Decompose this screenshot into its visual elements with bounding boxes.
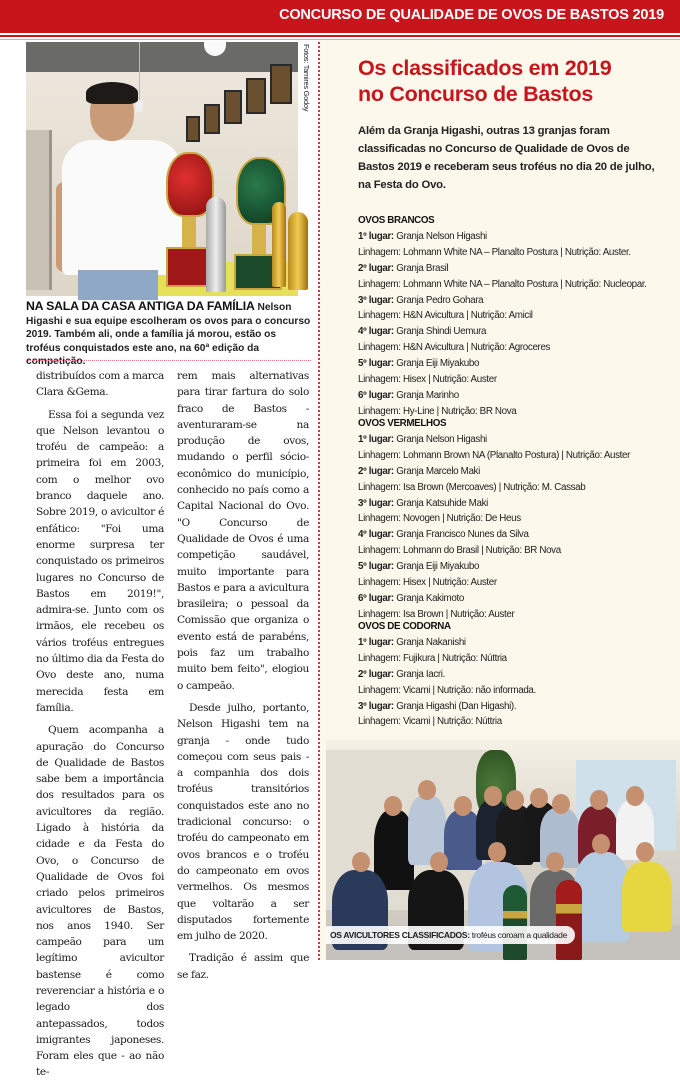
trophy-silver — [206, 197, 226, 292]
caption-lead: OS AVICULTORES CLASSIFICADOS: — [330, 930, 470, 940]
section-title: CONCURSO DE QUALIDADE DE OVOS DE BASTOS 2019 — [279, 7, 664, 23]
result-details: Linhagem: Isa Brown (Mercoaves) | Nutrição: M. Cassab — [358, 481, 586, 493]
result-place: 2º lugar: Granja Marcelo Maki — [358, 465, 480, 477]
result-place: 1º lugar: Granja Nelson Higashi — [358, 230, 487, 242]
result-details: Linhagem: Lohmann White NA – Planalto Postura | Nutrição: Nucleopar. — [358, 278, 647, 290]
result-place: 3º lugar: Granja Pedro Gohara — [358, 294, 484, 306]
result-place: 3º lugar: Granja Higashi (Dan Higashi). — [358, 700, 517, 712]
portrait-frame — [186, 116, 200, 142]
photo-credit: Fotos: Tamires Godoy — [302, 44, 311, 112]
trophy-gold — [272, 202, 286, 287]
result-place: 1º lugar: Granja Nelson Higashi — [358, 433, 487, 445]
article-column-2 — [177, 368, 309, 983]
article-paragraph: Tradição é assim que se faz. — [177, 952, 309, 981]
caption-lead: NA SALA DA CASA ANTIGA DA FAMÍLIA — [26, 299, 255, 313]
caption-divider — [26, 360, 311, 361]
result-details: Linhagem: Hisex | Nutrição: Auster — [358, 374, 497, 386]
result-details: Linhagem: Lohmann do Brasil | Nutrição: BR Nova — [358, 545, 561, 557]
result-details: Linhagem: Fujikura | Nutrição: Núttria — [358, 652, 507, 664]
results-ovos-brancos — [358, 213, 680, 420]
article-paragraph: rem mais alternativas para tirar fartura do solo fraco de Bastos - aventuraram-se na produção de ovos, mudando o perfil sócio-econômico do município, conhecido no país como a Capital Nacional do Ovo. "O Concurso de Qualidade de Ovos é uma competição saudável, muito importante para Bastos e para a avicultura brasileira; o pessoal da Comissão que organiza o evento está de parabéns, pois faz um trabalho muito bem feito", elogiou o campeão. — [177, 370, 309, 692]
result-details: Linhagem: Vicami | Nutrição: Núttria — [358, 716, 502, 728]
article-paragraph: distribuídos com a marca Clara &Gema. — [36, 370, 164, 399]
result-place: 4º lugar: Granja Shindi Uemura — [358, 326, 487, 338]
result-place: 4º lugar: Granja Francisco Nunes da Silva — [358, 529, 529, 541]
article-paragraph: Desde julho, portanto, Nelson Higashi tem na granja - onde tudo começou com seus pais - a companhia dos dois troféus transitórios conquistados este ano no tradicional concurso: o troféu do campeonato em ovos brancos e o troféu do campeonato em ovos vermelhos. Os mesmos que voltarão a ser disputados fortemente em julho de 2020. — [177, 701, 309, 943]
trophy-green — [503, 885, 527, 960]
result-place: 2º lugar: Granja Iacri. — [358, 668, 446, 680]
caption-text: Nelson Higashi e sua equipe escolheram os ovos para o concurso 2019. Também ali, onde a família já morou, estão os troféus conquistados este ano, na 60ª edição da competição. — [26, 302, 311, 367]
result-place: 1º lugar: Granja Nakanishi — [358, 636, 466, 648]
article-paragraph: Essa foi a segunda vez que Nelson levantou o troféu de campeão: a primeira foi em 2003, com o melhor ovo branco daquele ano. Sobre 2019, o avicultor é enfático: "Foi uma enorme surpresa ter conquistado os primeiros lugares no Concurso de Bastos em 2019!", admira-se. Junto com os irmãos, ele recebeu os vários troféus entregues no último dia da Festa do Ovo deste ano, numa merecida festa em família. — [36, 408, 164, 714]
result-details: Linhagem: Isa Brown | Nutrição: Auster — [358, 608, 515, 620]
result-place: 5º lugar: Granja Eiji Miyakubo — [358, 561, 480, 573]
result-place: 6º lugar: Granja Marinho — [358, 389, 459, 401]
portrait-frame — [204, 104, 220, 134]
category-heading: OVOS VERMELHOS — [358, 418, 447, 429]
caption-text: troféus coroam a qualidade — [469, 930, 568, 940]
section-header-bar — [0, 0, 680, 33]
result-details: Linhagem: Vicami | Nutrição: não informada. — [358, 684, 536, 696]
result-details: Linhagem: Lohmann White NA – Planalto Postura | Nutrição: Auster. — [358, 246, 631, 258]
result-details: Linhagem: Hisex | Nutrição: Auster — [358, 577, 497, 589]
result-details: Linhagem: Novogen | Nutrição: De Heus — [358, 513, 521, 525]
photo-caption — [326, 926, 575, 944]
result-place: 5º lugar: Granja Eiji Miyakubo — [358, 358, 480, 370]
result-details: Linhagem: H&N Avicultura | Nutrição: Agroceres — [358, 342, 551, 354]
article-column-1 — [36, 368, 164, 1081]
trophy-red — [556, 880, 582, 960]
sidebar-intro: Além da Granja Higashi, outras 13 granjas foram classificadas no Concurso de Qualidade de Ovos de Bastos 2019 e receberam seus troféus no dia 20 de julho, na Festa do Ovo. — [358, 125, 655, 191]
result-place: 6º lugar: Granja Kakimoto — [358, 592, 464, 604]
photo-caption — [26, 300, 311, 369]
photo-nelson-trophies — [26, 42, 298, 296]
header-rule — [0, 35, 680, 37]
results-ovos-codorna — [358, 619, 680, 730]
result-details: Linhagem: H&N Avicultura | Nutrição: Amicil — [358, 310, 533, 322]
result-details: Linhagem: Hy-Line | Nutrição: BR Nova — [358, 405, 517, 417]
category-heading: OVOS BRANCOS — [358, 215, 435, 226]
portrait-frame — [246, 78, 266, 114]
result-details: Linhagem: Lohmann Brown NA (Planalto Postura) | Nutrição: Auster — [358, 449, 631, 461]
result-place: 2º lugar: Granja Brasil — [358, 262, 449, 274]
portrait-frame — [270, 64, 292, 104]
article-paragraph: Quem acompanha a apuração do Concurso de Qualidade de Bastos sabe bem a importância dos resultados para os avicultores da região. Ligado à história da cidade e da Festa do Ovo, o Concurso de Qualidade de Ovos foi criado pelos primeiros avicultores de Bastos, nos anos 1940. Ser campeão para um legítimo avicultor bastense é como reverenciar a história e o legado dos antepassados, todos imigrantes japoneses. Foram eles que - ao não te- — [36, 724, 164, 1079]
result-place: 3º lugar: Granja Katsuhide Maki — [358, 497, 488, 509]
portrait-frame — [224, 90, 242, 124]
category-heading: OVOS DE CODORNA — [358, 621, 451, 632]
results-ovos-vermelhos — [358, 416, 680, 623]
column-divider — [318, 42, 320, 960]
trophy-gold — [288, 212, 308, 290]
sidebar-title: Os classificados em 2019 no Concurso de Bastos — [358, 56, 612, 106]
person-shirt — [62, 140, 182, 275]
person — [622, 862, 672, 932]
